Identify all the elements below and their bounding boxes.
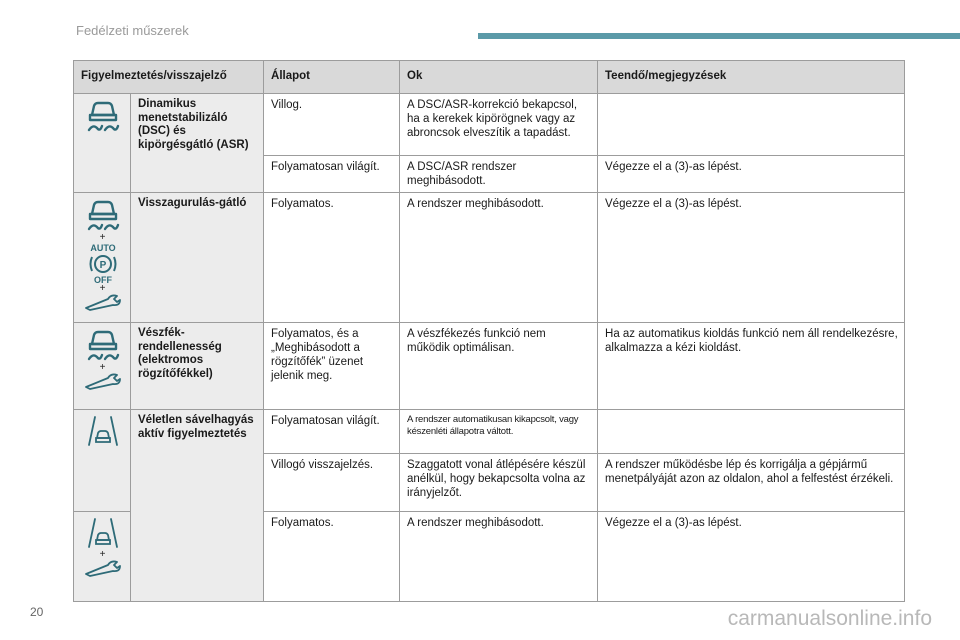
page-header-title: Fedélzeti műszerek [76, 23, 189, 38]
action-cell: Végezze el a (3)-as lépést. [598, 193, 905, 323]
action-cell [598, 94, 905, 156]
cause-cell: A DSC/ASR rendszer meghibásodott. [400, 156, 598, 193]
action-cell: A rendszer működésbe lép és korrigálja a gépjármű menetpályáját azon az oldalon, ahol a felfestést érzékeli. [598, 454, 905, 512]
off-label: OFF [93, 275, 112, 284]
auto-label: AUTO [89, 243, 116, 253]
table-row [74, 323, 905, 410]
lane-departure-icon [86, 516, 120, 550]
cause-cell: A rendszer automatikusan kikapcsolt, vagy készenléti állapotra váltott. [400, 410, 598, 454]
header-accent-bar [478, 33, 960, 39]
plus-sign: + [99, 362, 106, 373]
watermark: carmanualsonline.info [727, 607, 932, 630]
column-header-warning: Figyelmeztetés/visszajelző [74, 61, 264, 94]
row-name-emergency-brake: Vészfék-rendellenesség (elektromos rögzítőfékkel) [131, 323, 264, 410]
skid-car-icon [86, 327, 120, 363]
column-header-status: Állapot [264, 61, 400, 94]
status-cell: Villog. [264, 94, 400, 156]
cause-cell: A rendszer meghibásodott. [400, 512, 598, 602]
table-header-row [74, 61, 905, 94]
icon-cell-hill-hold [74, 193, 131, 323]
table-row [74, 94, 905, 156]
page-number: 20 [30, 605, 44, 619]
skid-car-icon [86, 197, 120, 233]
plus-sign: + [99, 549, 106, 560]
wrench-icon [84, 372, 122, 390]
action-cell [598, 410, 905, 454]
status-cell: Folyamatosan világít. [264, 156, 400, 193]
status-cell: Folyamatos. [264, 512, 400, 602]
lane-departure-icon [86, 414, 120, 448]
action-cell: Végezze el a (3)-as lépést. [598, 512, 905, 602]
cause-cell: A vészfékezés funkció nem működik optimálisan. [400, 323, 598, 410]
status-cell: Folyamatos, és a „Meghibásodott a rögzítőfék” üzenet jelenik meg. [264, 323, 400, 410]
status-cell: Villogó visszajelzés. [264, 454, 400, 512]
plus-sign: + [99, 232, 106, 243]
wrench-icon [84, 559, 122, 577]
cause-cell: Szaggatott vonal átlépésére készül anélkül, hogy bekapcsolta volna az irányjelzőt. [400, 454, 598, 512]
icon-cell-dsc [74, 94, 131, 193]
table-row [74, 193, 905, 323]
plus-sign: + [99, 283, 106, 294]
status-cell: Folyamatosan világít. [264, 410, 400, 454]
table-row [74, 410, 905, 454]
icon-cell-emergency-brake [74, 323, 131, 410]
cause-cell: A DSC/ASR-korrekció bekapcsol, ha a kerekek kipörögnek vagy az abroncsok elveszítik a tapadást. [400, 94, 598, 156]
column-header-action: Teendő/megjegyzések [598, 61, 905, 94]
icon-cell-lane-departure [74, 410, 131, 512]
row-name-dsc: Dinamikus menetstabilizáló (DSC) és kipörgésgátló (ASR) [131, 94, 264, 193]
status-cell: Folyamatos. [264, 193, 400, 323]
warning-lights-table [73, 60, 905, 602]
column-header-cause: Ok [400, 61, 598, 94]
row-name-lane-departure: Véletlen sávelhagyás aktív figyelmeztetés [131, 410, 264, 602]
parking-p-label: P [99, 260, 106, 271]
cause-cell: A rendszer meghibásodott. [400, 193, 598, 323]
action-cell: Végezze el a (3)-as lépést. [598, 156, 905, 193]
auto-parking-icon [85, 242, 121, 284]
wrench-icon [84, 293, 122, 311]
icon-cell-lane-departure-fault [74, 512, 131, 602]
skid-car-icon [86, 98, 120, 134]
row-name-hill-hold: Visszagurulás-gátló [131, 193, 264, 323]
action-cell: Ha az automatikus kioldás funkció nem áll rendelkezésre, alkalmazza a kézi kioldást. [598, 323, 905, 410]
